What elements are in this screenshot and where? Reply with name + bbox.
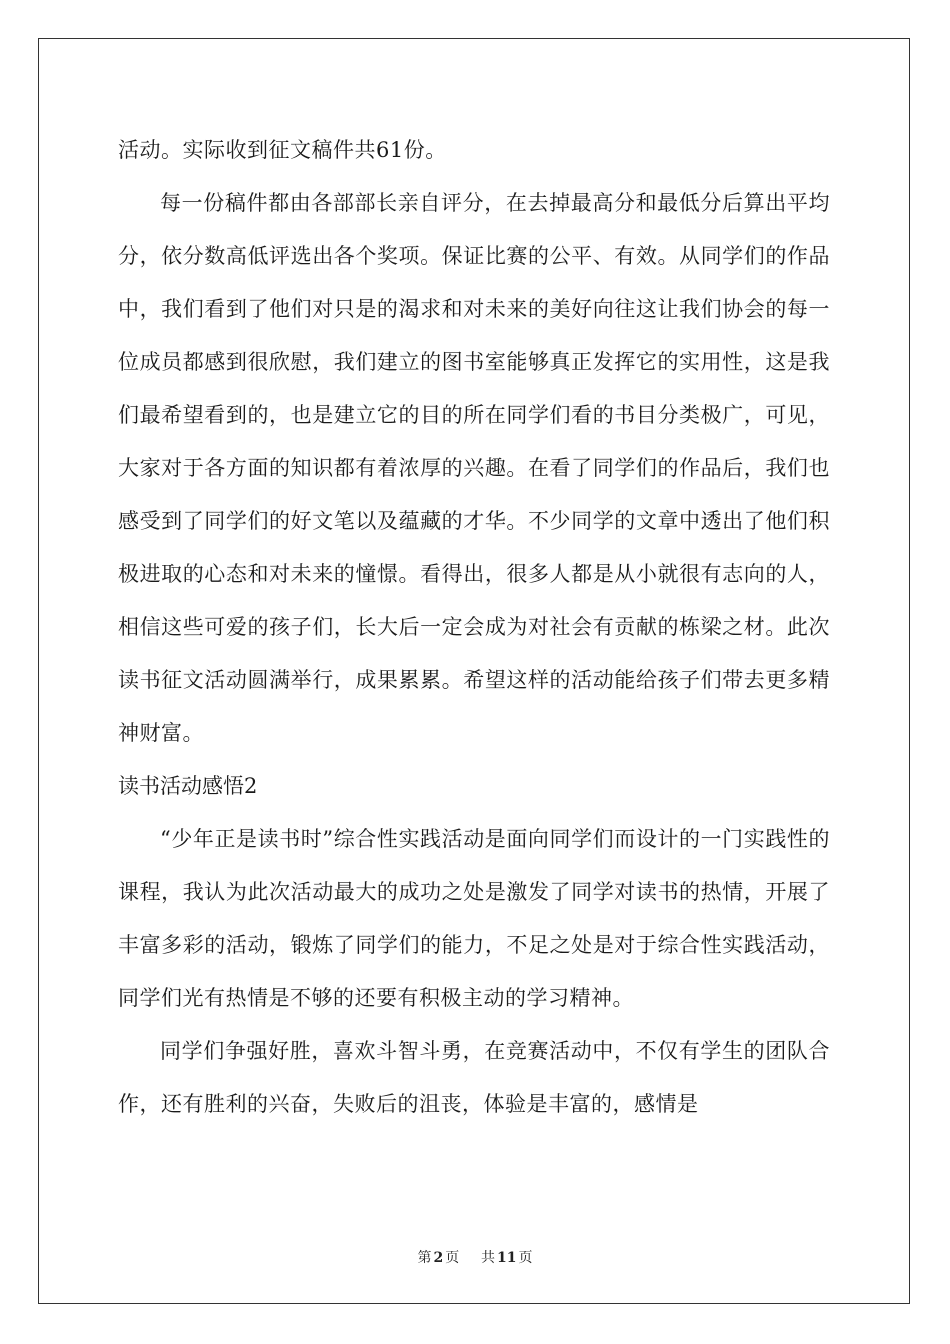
paragraph-activity: “少年正是读书时”综合性实践活动是面向同学们而设计的一门实践性的课程，我认为此次活动最大的成功之处是激发了同学对读书的热情，开展了丰富多彩的活动，锻炼了同学们的能力，不足之处是对于综合性实践活动，同学们光有热情是不够的还要有积极主动的学习精神。	[118, 827, 830, 1010]
paragraph-competition: 同学们争强好胜，喜欢斗智斗勇，在竞赛活动中，不仅有学生的团队合作，还有胜利的兴奋，失败后的沮丧，体验是丰富的，感情是	[118, 1039, 830, 1116]
footer-page-prefix: 第	[417, 1250, 432, 1266]
footer-total-pages: 11	[497, 1250, 517, 1266]
page-footer	[0, 1247, 950, 1267]
footer-page-number: 2	[433, 1250, 444, 1266]
footer-total-suffix: 页	[518, 1250, 533, 1266]
paragraph-scoring: 每一份稿件都由各部部长亲自评分，在去掉最高分和最低分后算出平均分，依分数高低评选出各个奖项。保证比赛的公平、有效。从同学们的作品中，我们看到了他们对只是的渴求和对未来的美好向往这让我们协会的每一位成员都感到很欣慰，我们建立的图书室能够真正发挥它的实用性，这是我们最希望看到的，也是建立它的目的所在同学们看的书目分类极广，可见，大家对于各方面的知识都有着浓厚的兴趣。在看了同学们的作品后，我们也感受到了同学们的好文笔以及蕴藏的才华。不少同学的文章中透出了他们积极进取的心态和对未来的憧憬。看得出，很多人都是从小就很有志向的人，相信这些可爱的孩子们，长大后一定会成为对社会有贡献的栋梁之材。此次读书征文活动圆满举行，成果累累。希望这样的活动能给孩子们带去更多精神财富。	[118, 191, 830, 745]
footer-total-prefix: 共	[481, 1250, 496, 1266]
section-heading: 读书活动感悟2	[118, 774, 258, 798]
footer-page-suffix: 页	[445, 1250, 460, 1266]
paragraph-continuation: 活动。实际收到征文稿件共61份。	[118, 138, 447, 162]
document-body	[118, 124, 830, 1131]
